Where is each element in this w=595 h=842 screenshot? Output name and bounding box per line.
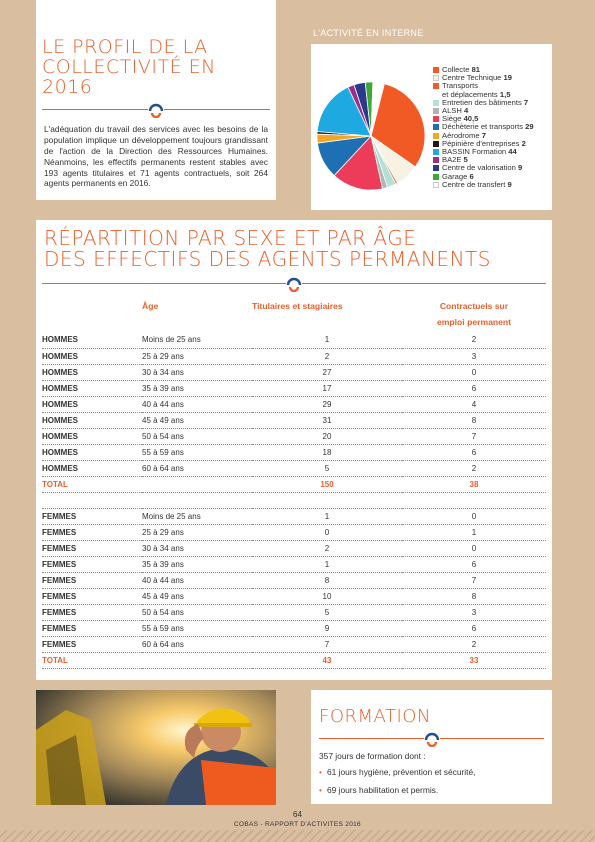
cell-titulaires: 31: [252, 412, 402, 428]
total-cell-label: TOTAL: [42, 652, 142, 668]
legend-name: Centre de valorisation: [442, 163, 516, 173]
cell-sex: FEMMES: [42, 572, 142, 588]
cell-sex: HOMMES: [42, 380, 142, 396]
table-row: [42, 524, 546, 540]
repartition-title-line2: DES EFFECTIFS DES AGENTS PERMANENTS: [44, 247, 491, 271]
table-total-row: [42, 476, 546, 492]
table-spacer-row: [42, 492, 546, 508]
activite-card: [311, 44, 552, 210]
cell-titulaires: 5: [252, 460, 402, 476]
formation-list: [319, 767, 544, 795]
legend-name: Aérodrome: [442, 130, 480, 140]
table-row: [42, 460, 546, 476]
legend-name: Centre de transfert: [442, 179, 506, 189]
table-header-row: [42, 296, 546, 332]
cell-age: 60 à 64 ans: [142, 636, 252, 652]
legend-swatch: [433, 157, 439, 163]
legend-swatch: [433, 116, 439, 122]
cell-titulaires: 5: [252, 604, 402, 620]
cell-sex: FEMMES: [42, 508, 142, 524]
legend-value: 19: [503, 73, 512, 83]
legend-name: Entretien des bâtiments: [442, 97, 522, 107]
table-row: [42, 444, 546, 460]
cell-sex: HOMMES: [42, 428, 142, 444]
legend-swatch: [433, 124, 439, 130]
cell-contractuels: 2: [402, 332, 546, 348]
profil-title-line1: LE PROFIL DE LA: [42, 36, 208, 58]
legend-swatch: [433, 141, 439, 147]
header-age: Âge: [142, 301, 159, 311]
cell-titulaires: 18: [252, 444, 402, 460]
cobas-logo-icon: [424, 731, 440, 747]
legend-swatch: [433, 174, 439, 180]
table-row: [42, 396, 546, 412]
legend-value: 4: [463, 106, 469, 116]
header-contractuels: [402, 296, 546, 332]
profil-title-line2: COLLECTIVITÉ EN 2016: [42, 55, 216, 98]
profil-divider: [42, 102, 270, 118]
list-item: [319, 785, 544, 795]
cell-titulaires: 1: [252, 332, 402, 348]
cell-contractuels: 2: [402, 460, 546, 476]
legend-value: 5: [463, 155, 468, 165]
total-cell-empty: [142, 476, 252, 492]
cell-age: 35 à 39 ans: [142, 380, 252, 396]
cell-age: 40 à 44 ans: [142, 396, 252, 412]
footer-hatch: [0, 830, 595, 842]
cell-contractuels: 4: [402, 396, 546, 412]
repartition-title: [42, 228, 546, 270]
repartition-title-line1: RÉPARTITION PAR SEXE ET PAR ÂGE: [44, 226, 417, 250]
cell-sex: FEMMES: [42, 556, 142, 572]
total-cell-tit: 43: [252, 652, 402, 668]
header-contractuels-line1: Contractuels sur: [439, 301, 509, 311]
cell-titulaires: 2: [252, 348, 402, 364]
cell-titulaires: 1: [252, 508, 402, 524]
cell-age: 50 à 54 ans: [142, 604, 252, 620]
legend-swatch: [433, 149, 439, 155]
worker-photo: [36, 690, 276, 805]
cell-titulaires: 0: [252, 524, 402, 540]
cell-contractuels: 0: [402, 364, 546, 380]
cell-age: Moins de 25 ans: [142, 508, 252, 524]
legend-name: Siège: [442, 114, 462, 124]
table-row: [42, 604, 546, 620]
formation-divider: [319, 731, 544, 747]
legend-swatch: [433, 83, 439, 89]
cell-sex: FEMMES: [42, 540, 142, 556]
table-row: [42, 348, 546, 364]
profil-card: [36, 0, 276, 200]
profil-paragraph: L'adéquation du travail des services avec les besoins de la population implique un développement toujours grandissant de l'action de la Direction des Ressources Humaines. Néanmoins, les effectifs permanents restent stables avec 193 agents titulaires et 71 agents contractuels, soit 264 agents permanents en 2016.: [44, 123, 268, 189]
header-titulaires: Titulaires et stagiaires: [252, 301, 343, 311]
cell-age: 30 à 34 ans: [142, 540, 252, 556]
activite-legend: [433, 66, 534, 189]
cell-titulaires: 8: [252, 572, 402, 588]
legend-value: 7: [523, 97, 529, 107]
repartition-divider: [42, 276, 546, 292]
activite-label: L'ACTIVITÉ EN INTERNE: [313, 28, 424, 38]
legend-value: 7: [481, 130, 486, 140]
legend-name: Centre Technique: [442, 73, 502, 83]
legend-name: BA2E: [442, 155, 462, 165]
table-row: [42, 556, 546, 572]
cell-sex: HOMMES: [42, 364, 142, 380]
total-cell-con: 38: [402, 476, 546, 492]
cell-contractuels: 6: [402, 380, 546, 396]
header-contractuels-line2: emploi permanent: [436, 317, 512, 327]
total-cell-label: TOTAL: [42, 476, 142, 492]
legend-name: Collecte: [442, 65, 470, 74]
cell-sex: HOMMES: [42, 412, 142, 428]
formation-intro: 357 jours de formation dont :: [319, 750, 426, 761]
formation-bullet-text: • 69 jours habilitation et permis.: [326, 784, 439, 795]
legend-swatch: [433, 75, 439, 81]
legend-swatch: [433, 108, 439, 114]
table-row: [42, 380, 546, 396]
cell-contractuels: 8: [402, 412, 546, 428]
cell-contractuels: 7: [402, 428, 546, 444]
cell-age: 40 à 44 ans: [142, 572, 252, 588]
legend-value: 2: [521, 138, 526, 148]
repartition-card: [36, 220, 552, 680]
footer-title: COBAS - RAPPORT D'ACTIVITES 2016: [234, 821, 361, 828]
legend-name: ALSH: [442, 106, 462, 116]
cell-titulaires: 29: [252, 396, 402, 412]
profil-title: [42, 38, 270, 98]
cell-contractuels: 2: [402, 636, 546, 652]
cell-titulaires: 27: [252, 364, 402, 380]
legend-value: 9: [507, 179, 512, 189]
legend-swatch: [433, 100, 439, 106]
cobas-logo-icon: [286, 276, 302, 292]
table-total-row: [42, 652, 546, 668]
cell-titulaires: 2: [252, 540, 402, 556]
total-cell-con: 33: [402, 652, 546, 668]
cell-titulaires: 9: [252, 620, 402, 636]
legend-value: 1,5: [499, 89, 511, 99]
cell-titulaires: 1: [252, 556, 402, 572]
cell-sex: HOMMES: [42, 396, 142, 412]
cell-age: 50 à 54 ans: [142, 428, 252, 444]
cell-contractuels: 0: [402, 540, 546, 556]
legend-swatch: [433, 133, 439, 139]
legend-item: [433, 82, 534, 98]
cell-age: 55 à 59 ans: [142, 444, 252, 460]
table-row: [42, 364, 546, 380]
activite-pie-chart: [315, 80, 427, 192]
cell-age: 35 à 39 ans: [142, 556, 252, 572]
legend-name: Pépinière d'entreprises: [442, 138, 520, 148]
legend-label: [442, 82, 510, 98]
table-row: [42, 588, 546, 604]
formation-bullet-text: • 61 jours hygiène, prévention et sécurité,: [326, 766, 476, 777]
formation-card: [311, 690, 552, 804]
legend-value: 40,5: [463, 114, 479, 124]
cell-sex: FEMMES: [42, 524, 142, 540]
cell-age: 25 à 29 ans: [142, 348, 252, 364]
legend-label: [442, 181, 512, 189]
total-cell-tit: 150: [252, 476, 402, 492]
legend-swatch: [433, 67, 439, 73]
table-row: [42, 572, 546, 588]
cell-contractuels: 0: [402, 508, 546, 524]
cell-contractuels: 6: [402, 620, 546, 636]
repartition-table: [42, 296, 546, 669]
legend-value: 9: [518, 163, 523, 173]
cell-contractuels: 1: [402, 524, 546, 540]
legend-value: 29: [525, 122, 534, 132]
legend-name: Garage: [442, 171, 468, 181]
cell-sex: HOMMES: [42, 460, 142, 476]
cell-sex: FEMMES: [42, 636, 142, 652]
list-item: [319, 767, 544, 777]
cell-titulaires: 20: [252, 428, 402, 444]
cobas-logo-icon: [148, 102, 164, 118]
total-cell-empty: [142, 652, 252, 668]
legend-value: 6: [469, 171, 474, 181]
cell-sex: FEMMES: [42, 588, 142, 604]
cell-age: 30 à 34 ans: [142, 364, 252, 380]
cell-contractuels: 3: [402, 348, 546, 364]
table-row: [42, 428, 546, 444]
table-row: [42, 636, 546, 652]
cell-sex: HOMMES: [42, 444, 142, 460]
cell-age: 55 à 59 ans: [142, 620, 252, 636]
cell-age: 60 à 64 ans: [142, 460, 252, 476]
cell-age: Moins de 25 ans: [142, 332, 252, 348]
legend-value: 81: [471, 65, 481, 74]
legend-value: 44: [508, 147, 517, 157]
cell-contractuels: 8: [402, 588, 546, 604]
cell-sex: HOMMES: [42, 332, 142, 348]
cell-titulaires: 17: [252, 380, 402, 396]
legend-name: Déchèterie et transports: [442, 122, 524, 132]
cell-sex: HOMMES: [42, 348, 142, 364]
cell-age: 45 à 49 ans: [142, 588, 252, 604]
table-row: [42, 540, 546, 556]
cell-contractuels: 3: [402, 604, 546, 620]
table-row: [42, 412, 546, 428]
cell-contractuels: 6: [402, 556, 546, 572]
cell-contractuels: 6: [402, 444, 546, 460]
cell-titulaires: 7: [252, 636, 402, 652]
legend-name: BASSIN Formation: [442, 147, 507, 157]
page-number: 64: [293, 810, 302, 819]
table-row: [42, 620, 546, 636]
cell-age: 45 à 49 ans: [142, 412, 252, 428]
table-row: [42, 508, 546, 524]
table-row: [42, 332, 546, 348]
cell-sex: FEMMES: [42, 620, 142, 636]
cell-sex: FEMMES: [42, 604, 142, 620]
formation-title: FORMATION: [319, 706, 431, 727]
cell-contractuels: 7: [402, 572, 546, 588]
legend-item: [433, 181, 534, 189]
legend-name: Transports et déplacements: [442, 81, 498, 99]
cell-age: 25 à 29 ans: [142, 524, 252, 540]
legend-swatch: [433, 182, 439, 188]
legend-swatch: [433, 165, 439, 171]
cell-titulaires: 10: [252, 588, 402, 604]
